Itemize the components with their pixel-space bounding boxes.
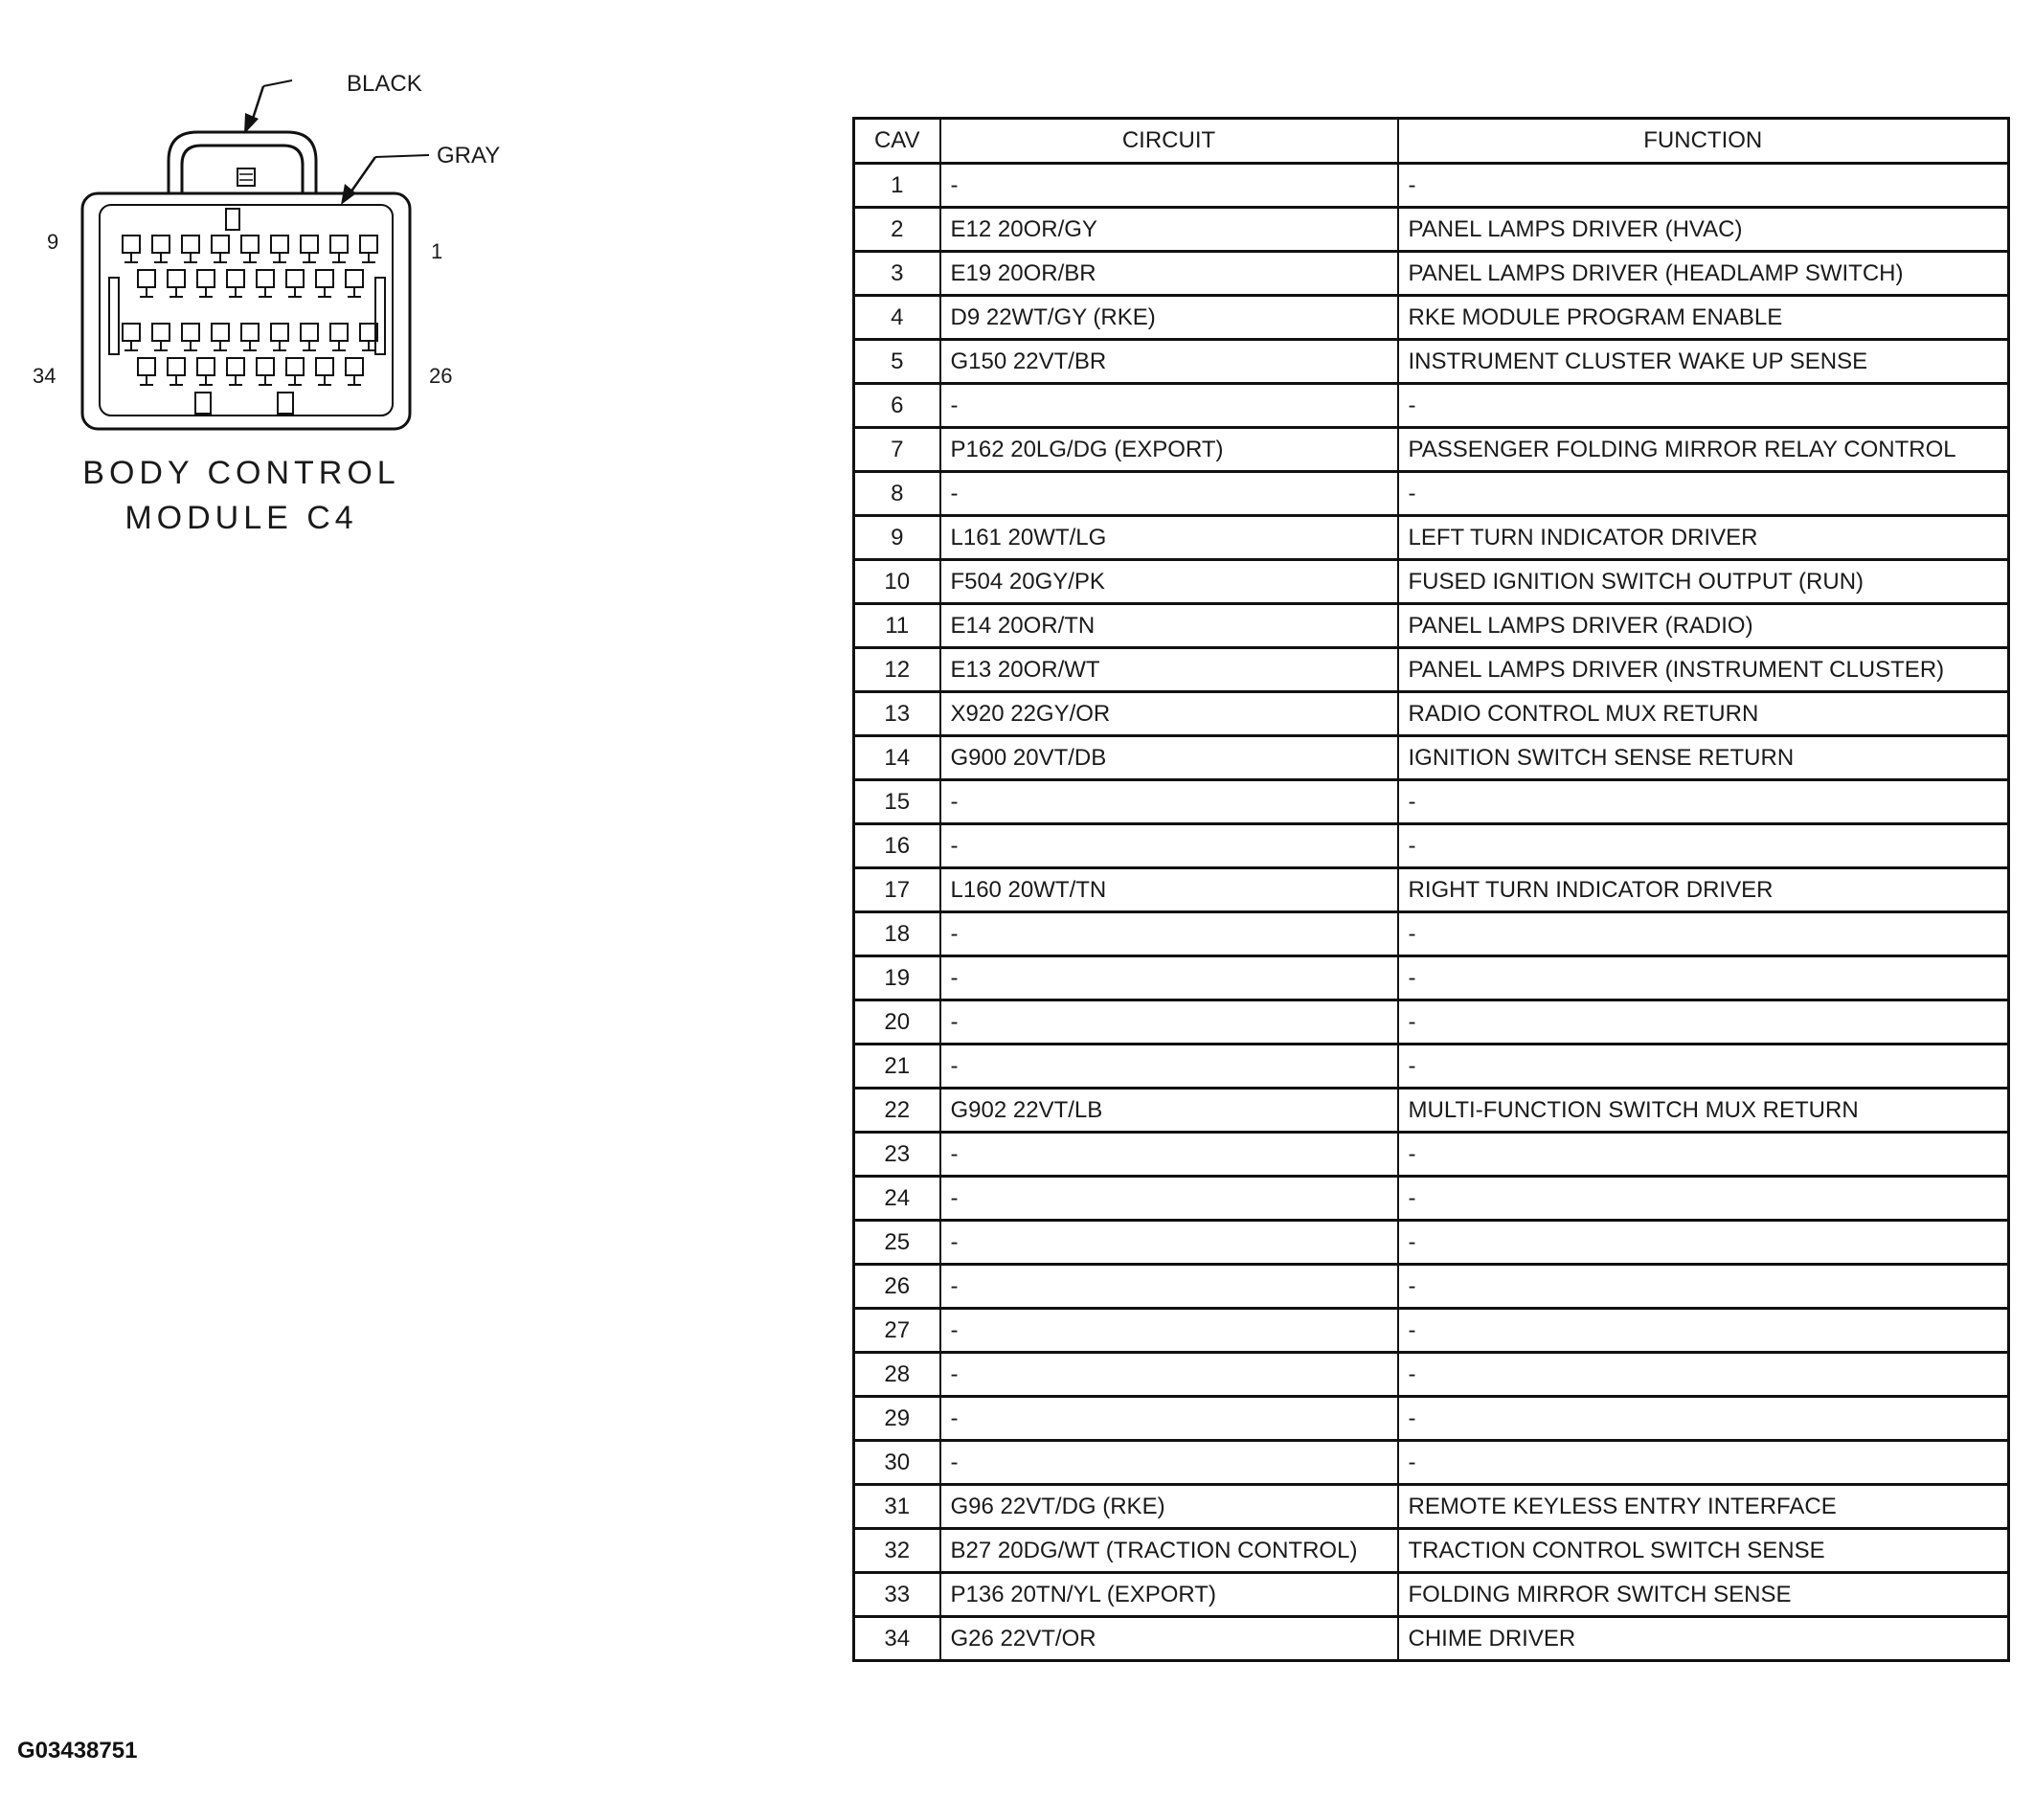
table-row (854, 692, 2009, 736)
function-cell: PANEL LAMPS DRIVER (INSTRUMENT CLUSTER) (1398, 648, 2009, 692)
cav-cell: 1 (854, 164, 940, 208)
connector-housing (82, 193, 410, 429)
cav-cell: 19 (854, 956, 940, 1000)
circuit-cell: - (940, 472, 1398, 516)
function-cell: PANEL LAMPS DRIVER (HEADLAMP SWITCH) (1398, 252, 2009, 296)
table-row (854, 1133, 2009, 1177)
function-cell: - (1398, 1397, 2009, 1441)
function-cell: - (1398, 164, 2009, 208)
table-row (854, 252, 2009, 296)
function-cell: FOLDING MIRROR SWITCH SENSE (1398, 1573, 2009, 1617)
connector-title-line1: BODY CONTROL (82, 455, 400, 491)
circuit-cell: E13 20OR/WT (940, 648, 1398, 692)
circuit-cell: - (940, 1045, 1398, 1089)
cav-cell: 18 (854, 912, 940, 956)
cav-cell: 2 (854, 208, 940, 252)
function-cell: PANEL LAMPS DRIVER (HVAC) (1398, 208, 2009, 252)
pinout-table (852, 117, 2010, 1662)
table-row (854, 1573, 2009, 1617)
circuit-cell: - (940, 1397, 1398, 1441)
table-row (854, 1000, 2009, 1045)
circuit-cell: - (940, 912, 1398, 956)
circuit-cell: - (940, 1441, 1398, 1485)
table-row (854, 868, 2009, 912)
circuit-cell: - (940, 164, 1398, 208)
circuit-cell: - (940, 384, 1398, 428)
function-cell: - (1398, 1000, 2009, 1045)
function-cell: TRACTION CONTROL SWITCH SENSE (1398, 1529, 2009, 1573)
cav-cell: 34 (854, 1617, 940, 1661)
circuit-cell: G150 22VT/BR (940, 340, 1398, 384)
label-black: BLACK (347, 71, 422, 97)
circuit-cell: E19 20OR/BR (940, 252, 1398, 296)
cav-cell: 8 (854, 472, 940, 516)
function-cell: - (1398, 1177, 2009, 1221)
table-row (854, 1177, 2009, 1221)
function-cell: - (1398, 1045, 2009, 1089)
pin-label-9: 9 (47, 230, 59, 254)
table-row (854, 472, 2009, 516)
cav-cell: 23 (854, 1133, 940, 1177)
circuit-cell: P136 20TN/YL (EXPORT) (940, 1573, 1398, 1617)
circuit-cell: D9 22WT/GY (RKE) (940, 296, 1398, 340)
function-cell: - (1398, 824, 2009, 868)
function-cell: REMOTE KEYLESS ENTRY INTERFACE (1398, 1485, 2009, 1529)
circuit-cell: L160 20WT/TN (940, 868, 1398, 912)
function-cell: - (1398, 472, 2009, 516)
cav-cell: 12 (854, 648, 940, 692)
header-function: FUNCTION (1398, 119, 2009, 164)
circuit-cell: G96 22VT/DG (RKE) (940, 1485, 1398, 1529)
circuit-cell: - (940, 1353, 1398, 1397)
table-header-row (854, 119, 2009, 164)
function-cell: - (1398, 956, 2009, 1000)
function-cell: - (1398, 1441, 2009, 1485)
cav-cell: 14 (854, 736, 940, 780)
function-cell: - (1398, 1265, 2009, 1309)
circuit-cell: E14 20OR/TN (940, 604, 1398, 648)
function-cell: - (1398, 780, 2009, 824)
connector-latch (169, 132, 316, 201)
cav-cell: 17 (854, 868, 940, 912)
function-cell: FUSED IGNITION SWITCH OUTPUT (RUN) (1398, 560, 2009, 604)
connector-diagram (0, 0, 536, 555)
header-circuit: CIRCUIT (940, 119, 1398, 164)
cav-cell: 7 (854, 428, 940, 472)
table-row (854, 1309, 2009, 1353)
cav-cell: 21 (854, 1045, 940, 1089)
circuit-cell: G902 22VT/LB (940, 1089, 1398, 1133)
function-cell: - (1398, 912, 2009, 956)
cav-cell: 25 (854, 1221, 940, 1265)
function-cell: INSTRUMENT CLUSTER WAKE UP SENSE (1398, 340, 2009, 384)
function-cell: LEFT TURN INDICATOR DRIVER (1398, 516, 2009, 560)
table-row (854, 648, 2009, 692)
circuit-cell: P162 20LG/DG (EXPORT) (940, 428, 1398, 472)
circuit-cell: B27 20DG/WT (TRACTION CONTROL) (940, 1529, 1398, 1573)
table-row (854, 296, 2009, 340)
cav-cell: 26 (854, 1265, 940, 1309)
circuit-cell: G900 20VT/DB (940, 736, 1398, 780)
connector-title-line2: MODULE C4 (124, 500, 358, 536)
table-row (854, 560, 2009, 604)
figure-id: G03438751 (17, 1738, 138, 1764)
table-row (854, 1397, 2009, 1441)
cav-cell: 28 (854, 1353, 940, 1397)
cav-cell: 5 (854, 340, 940, 384)
circuit-cell: - (940, 1177, 1398, 1221)
table-row (854, 604, 2009, 648)
cav-cell: 29 (854, 1397, 940, 1441)
function-cell: IGNITION SWITCH SENSE RETURN (1398, 736, 2009, 780)
table-row (854, 912, 2009, 956)
table-row (854, 956, 2009, 1000)
table-row (854, 428, 2009, 472)
cav-cell: 27 (854, 1309, 940, 1353)
circuit-cell: - (940, 824, 1398, 868)
pin-label-1: 1 (431, 239, 443, 263)
table-row (854, 340, 2009, 384)
circuit-cell: - (940, 1000, 1398, 1045)
cav-cell: 22 (854, 1089, 940, 1133)
cav-cell: 20 (854, 1000, 940, 1045)
table-row (854, 1485, 2009, 1529)
table-row (854, 780, 2009, 824)
latch-tab (237, 169, 255, 186)
function-cell: PANEL LAMPS DRIVER (RADIO) (1398, 604, 2009, 648)
function-cell: - (1398, 1353, 2009, 1397)
table-row (854, 1221, 2009, 1265)
function-cell: RKE MODULE PROGRAM ENABLE (1398, 296, 2009, 340)
cav-cell: 16 (854, 824, 940, 868)
table-row (854, 164, 2009, 208)
function-cell: - (1398, 1309, 2009, 1353)
table-row (854, 1617, 2009, 1661)
circuit-cell: - (940, 1133, 1398, 1177)
table-row (854, 1089, 2009, 1133)
cav-cell: 11 (854, 604, 940, 648)
function-cell: RADIO CONTROL MUX RETURN (1398, 692, 2009, 736)
cav-cell: 4 (854, 296, 940, 340)
circuit-cell: L161 20WT/LG (940, 516, 1398, 560)
circuit-cell: - (940, 1309, 1398, 1353)
function-cell: - (1398, 1133, 2009, 1177)
circuit-cell: E12 20OR/GY (940, 208, 1398, 252)
table-row (854, 1045, 2009, 1089)
table-row (854, 384, 2009, 428)
label-gray: GRAY (437, 143, 501, 169)
cav-cell: 13 (854, 692, 940, 736)
function-cell: RIGHT TURN INDICATOR DRIVER (1398, 868, 2009, 912)
cav-cell: 24 (854, 1177, 940, 1221)
cav-cell: 3 (854, 252, 940, 296)
cav-cell: 10 (854, 560, 940, 604)
table-row (854, 1265, 2009, 1309)
cav-cell: 6 (854, 384, 940, 428)
table-row (854, 1529, 2009, 1573)
cav-cell: 30 (854, 1441, 940, 1485)
cav-cell: 31 (854, 1485, 940, 1529)
header-cav: CAV (854, 119, 940, 164)
circuit-cell: - (940, 1221, 1398, 1265)
table-row (854, 736, 2009, 780)
function-cell: - (1398, 1221, 2009, 1265)
pin-label-26: 26 (429, 364, 453, 388)
cav-cell: 32 (854, 1529, 940, 1573)
cav-cell: 33 (854, 1573, 940, 1617)
circuit-cell: X920 22GY/OR (940, 692, 1398, 736)
pin-label-34: 34 (33, 364, 56, 388)
table-row (854, 824, 2009, 868)
circuit-cell: - (940, 1265, 1398, 1309)
table-row (854, 208, 2009, 252)
table-row (854, 516, 2009, 560)
circuit-cell: G26 22VT/OR (940, 1617, 1398, 1661)
function-cell: MULTI-FUNCTION SWITCH MUX RETURN (1398, 1089, 2009, 1133)
function-cell: CHIME DRIVER (1398, 1617, 2009, 1661)
table-row (854, 1353, 2009, 1397)
circuit-cell: - (940, 780, 1398, 824)
pinout-body (854, 164, 2009, 1661)
cav-cell: 9 (854, 516, 940, 560)
function-cell: - (1398, 384, 2009, 428)
table-row (854, 1441, 2009, 1485)
cav-cell: 15 (854, 780, 940, 824)
circuit-cell: F504 20GY/PK (940, 560, 1398, 604)
circuit-cell: - (940, 956, 1398, 1000)
function-cell: PASSENGER FOLDING MIRROR RELAY CONTROL (1398, 428, 2009, 472)
